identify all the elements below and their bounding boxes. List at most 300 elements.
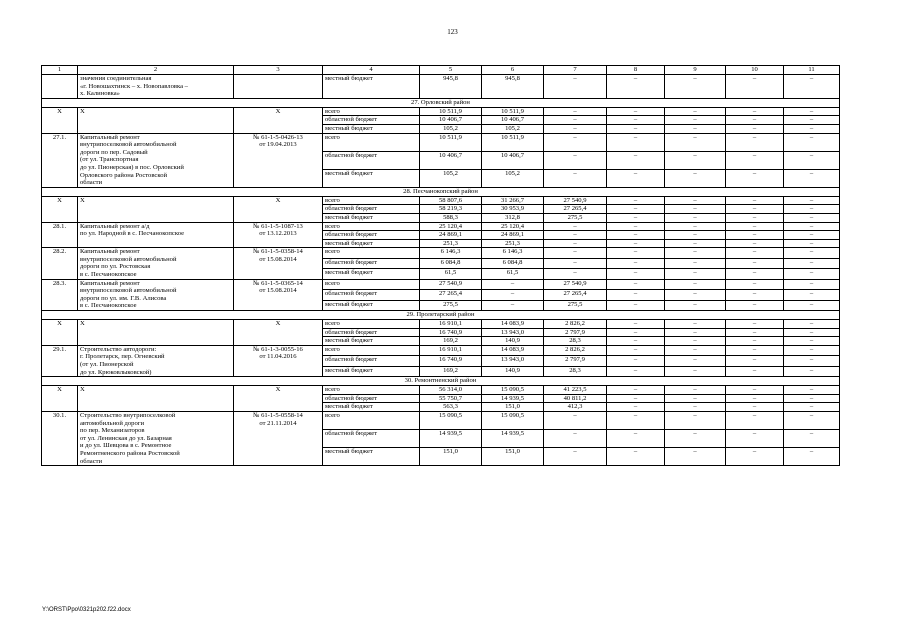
- amount-cell: –: [784, 107, 840, 116]
- amount-cell: 61,5: [420, 269, 482, 279]
- object-name: X: [78, 196, 234, 222]
- amount-cell: 13 943,0: [482, 356, 544, 366]
- amount-cell: –: [607, 239, 665, 248]
- amount-cell: –: [544, 75, 607, 99]
- amount-cell: –: [784, 279, 840, 289]
- amount-cell: –: [607, 107, 665, 116]
- amount-cell: 27 540,9: [544, 279, 607, 289]
- amount-cell: –: [665, 133, 726, 151]
- amount-cell: –: [784, 222, 840, 231]
- amount-cell: –: [544, 107, 607, 116]
- registration-number: X: [234, 196, 323, 222]
- amount-cell: –: [784, 205, 840, 214]
- item-number: X: [42, 386, 78, 412]
- amount-cell: 61,5: [482, 269, 544, 279]
- registration-number: [234, 75, 323, 99]
- object-name: X: [78, 386, 234, 412]
- amount-cell: –: [726, 239, 784, 248]
- amount-cell: 588,3: [420, 213, 482, 222]
- column-number-cell: 2: [78, 66, 234, 75]
- amount-cell: –: [784, 248, 840, 258]
- amount-cell: –: [665, 320, 726, 329]
- amount-cell: –: [544, 116, 607, 125]
- amount-cell: –: [607, 290, 665, 300]
- item-number: 29.1.: [42, 345, 78, 376]
- object-name: Строительство внутрипоселковой автомобильной дороги по пер. Механизаторов от ул. Ленинская до ул. Базарная и до ул. Шевцова в с. Ремонтное Ремонтненского района Ростовской области: [78, 411, 234, 465]
- amount-cell: 169,2: [420, 366, 482, 376]
- amount-cell: –: [784, 231, 840, 240]
- page-number: 123: [447, 28, 458, 36]
- registration-number: № 61-1-5-0365-14 от 15.08.2014: [234, 279, 323, 310]
- table-row: [42, 75, 840, 99]
- district-title: 27. Орловский район: [42, 98, 840, 107]
- amount-cell: –: [726, 300, 784, 310]
- amount-cell: –: [665, 248, 726, 258]
- column-number-cell: 4: [323, 66, 420, 75]
- amount-cell: –: [665, 403, 726, 412]
- amount-cell: 151,0: [482, 403, 544, 412]
- amount-cell: –: [784, 258, 840, 268]
- funding-source: областной бюджет: [323, 116, 420, 125]
- amount-cell: 25 120,4: [420, 222, 482, 231]
- amount-cell: –: [726, 213, 784, 222]
- amount-cell: –: [665, 345, 726, 355]
- amount-cell: –: [665, 75, 726, 99]
- amount-cell: 312,8: [482, 213, 544, 222]
- amount-cell: –: [665, 205, 726, 214]
- item-number: X: [42, 320, 78, 346]
- funding-source: всего: [323, 222, 420, 231]
- amount-cell: –: [665, 356, 726, 366]
- funding-source: местный бюджет: [323, 366, 420, 376]
- amount-cell: –: [482, 300, 544, 310]
- district-row: [42, 377, 840, 386]
- amount-cell: –: [726, 411, 784, 429]
- amount-cell: –: [544, 222, 607, 231]
- amount-cell: –: [665, 222, 726, 231]
- object-name: Капитальный ремонт внутрипоселковой автомобильной дороги по ул. им. Г.В. Алисова в с. Песчанокопское: [78, 279, 234, 310]
- amount-cell: –: [607, 222, 665, 231]
- amount-cell: 27 540,9: [544, 196, 607, 205]
- amount-cell: 16 910,1: [420, 345, 482, 355]
- amount-cell: –: [607, 205, 665, 214]
- amount-cell: –: [665, 337, 726, 346]
- amount-cell: –: [607, 196, 665, 205]
- amount-cell: 10 511,9: [420, 133, 482, 151]
- amount-cell: –: [784, 169, 840, 187]
- amount-cell: 24 869,1: [420, 231, 482, 240]
- amount-cell: 2 826,2: [544, 320, 607, 329]
- amount-cell: –: [607, 258, 665, 268]
- funding-source: всего: [323, 386, 420, 395]
- amount-cell: –: [665, 328, 726, 337]
- amount-cell: –: [544, 133, 607, 151]
- amount-cell: –: [482, 290, 544, 300]
- amount-cell: –: [665, 386, 726, 395]
- amount-cell: –: [726, 248, 784, 258]
- funding-source: всего: [323, 411, 420, 429]
- amount-cell: –: [607, 394, 665, 403]
- funding-source: областной бюджет: [323, 356, 420, 366]
- amount-cell: –: [544, 269, 607, 279]
- amount-cell: –: [665, 394, 726, 403]
- amount-cell: –: [726, 269, 784, 279]
- amount-cell: 105,2: [420, 124, 482, 133]
- amount-cell: 10 511,9: [420, 107, 482, 116]
- table-row: [42, 320, 840, 329]
- amount-cell: –: [607, 337, 665, 346]
- amount-cell: –: [665, 258, 726, 268]
- funding-source: всего: [323, 107, 420, 116]
- funding-source: областной бюджет: [323, 290, 420, 300]
- amount-cell: –: [726, 133, 784, 151]
- amount-cell: –: [726, 337, 784, 346]
- amount-cell: –: [784, 356, 840, 366]
- district-title: 29. Пролетарский район: [42, 311, 840, 320]
- budget-table: [41, 65, 840, 466]
- object-name: Капитальный ремонт внутрипоселковой автомобильной дороги по пер. Садовый (от ул. Транспортная до ул. Пионерская) в пос. Орловский Орловского района Ростовской области: [78, 133, 234, 187]
- column-number-cell: 1: [42, 66, 78, 75]
- amount-cell: –: [665, 231, 726, 240]
- amount-cell: –: [544, 448, 607, 466]
- amount-cell: 10 511,9: [482, 133, 544, 151]
- amount-cell: –: [482, 279, 544, 289]
- amount-cell: –: [784, 151, 840, 169]
- amount-cell: –: [665, 300, 726, 310]
- amount-cell: 6 084,8: [482, 258, 544, 268]
- amount-cell: –: [607, 345, 665, 355]
- amount-cell: –: [665, 196, 726, 205]
- amount-cell: –: [726, 328, 784, 337]
- amount-cell: –: [726, 448, 784, 466]
- funding-source: местный бюджет: [323, 239, 420, 248]
- amount-cell: 151,0: [482, 448, 544, 466]
- amount-cell: 2 797,9: [544, 356, 607, 366]
- funding-source: местный бюджет: [323, 269, 420, 279]
- amount-cell: 30 953,9: [482, 205, 544, 214]
- funding-source: всего: [323, 345, 420, 355]
- item-number: X: [42, 107, 78, 133]
- amount-cell: –: [784, 75, 840, 99]
- amount-cell: –: [726, 290, 784, 300]
- district-row: [42, 311, 840, 320]
- amount-cell: 140,9: [482, 337, 544, 346]
- amount-cell: 28,3: [544, 366, 607, 376]
- funding-source: областной бюджет: [323, 205, 420, 214]
- amount-cell: –: [607, 403, 665, 412]
- amount-cell: –: [726, 231, 784, 240]
- amount-cell: –: [665, 116, 726, 125]
- amount-cell: 31 266,7: [482, 196, 544, 205]
- amount-cell: 275,5: [420, 300, 482, 310]
- amount-cell: 105,2: [482, 124, 544, 133]
- file-path-footer: Y:\ORST\Ppo\0321p202.f22.docx: [42, 607, 131, 613]
- column-number-cell: 8: [607, 66, 665, 75]
- registration-number: X: [234, 386, 323, 412]
- amount-cell: –: [726, 107, 784, 116]
- column-number-cell: 10: [726, 66, 784, 75]
- amount-cell: –: [784, 196, 840, 205]
- amount-cell: –: [665, 448, 726, 466]
- column-number-cell: 6: [482, 66, 544, 75]
- amount-cell: –: [784, 239, 840, 248]
- amount-cell: 27 265,4: [544, 290, 607, 300]
- amount-cell: –: [607, 269, 665, 279]
- registration-number: X: [234, 107, 323, 133]
- registration-number: № 61-1-5-1087-13 от 13.12.2013: [234, 222, 323, 248]
- amount-cell: –: [607, 366, 665, 376]
- amount-cell: 55 750,7: [420, 394, 482, 403]
- funding-source: областной бюджет: [323, 328, 420, 337]
- amount-cell: –: [665, 239, 726, 248]
- amount-cell: –: [784, 430, 840, 448]
- registration-number: X: [234, 320, 323, 346]
- amount-cell: –: [607, 116, 665, 125]
- object-name: Капитальный ремонт а/д по ул. Народной в с. Песчанокопское: [78, 222, 234, 248]
- amount-cell: 58 807,6: [420, 196, 482, 205]
- amount-cell: 945,8: [420, 75, 482, 99]
- table-row: [42, 386, 840, 395]
- amount-cell: 16 910,1: [420, 320, 482, 329]
- amount-cell: 27 540,9: [420, 279, 482, 289]
- amount-cell: –: [607, 169, 665, 187]
- registration-number: № 61-1-3-0055-16 от 11.04.2016: [234, 345, 323, 376]
- amount-cell: –: [665, 151, 726, 169]
- amount-cell: –: [784, 403, 840, 412]
- amount-cell: –: [784, 320, 840, 329]
- amount-cell: –: [784, 116, 840, 125]
- amount-cell: –: [784, 269, 840, 279]
- amount-cell: 56 314,0: [420, 386, 482, 395]
- amount-cell: –: [726, 116, 784, 125]
- amount-cell: 251,3: [420, 239, 482, 248]
- amount-cell: –: [607, 248, 665, 258]
- amount-cell: –: [607, 356, 665, 366]
- amount-cell: –: [784, 337, 840, 346]
- amount-cell: –: [544, 169, 607, 187]
- object-name: X: [78, 107, 234, 133]
- column-number-cell: 5: [420, 66, 482, 75]
- amount-cell: –: [607, 328, 665, 337]
- funding-source: местный бюджет: [323, 75, 420, 99]
- item-number: 28.2.: [42, 248, 78, 279]
- amount-cell: –: [607, 300, 665, 310]
- funding-source: всего: [323, 248, 420, 258]
- amount-cell: –: [726, 430, 784, 448]
- amount-cell: 40 811,2: [544, 394, 607, 403]
- amount-cell: –: [607, 411, 665, 429]
- amount-cell: –: [726, 169, 784, 187]
- amount-cell: 563,3: [420, 403, 482, 412]
- amount-cell: –: [607, 133, 665, 151]
- amount-cell: –: [607, 124, 665, 133]
- column-number-cell: 9: [665, 66, 726, 75]
- table-row: [42, 345, 840, 355]
- amount-cell: 25 120,4: [482, 222, 544, 231]
- table-body: [42, 66, 840, 466]
- amount-cell: –: [607, 430, 665, 448]
- funding-source: всего: [323, 320, 420, 329]
- amount-cell: –: [726, 222, 784, 231]
- object-name: X: [78, 320, 234, 346]
- registration-number: № 61-1-5-0426-13 от 19.04.2013: [234, 133, 323, 187]
- amount-cell: 105,2: [420, 169, 482, 187]
- amount-cell: 27 265,4: [420, 290, 482, 300]
- district-title: 28. Песчанокопский район: [42, 187, 840, 196]
- amount-cell: –: [607, 386, 665, 395]
- funding-source: областной бюджет: [323, 258, 420, 268]
- table-row: [42, 411, 840, 429]
- amount-cell: –: [784, 133, 840, 151]
- amount-cell: 15 090,5: [482, 386, 544, 395]
- amount-cell: 14 939,5: [482, 430, 544, 448]
- amount-cell: –: [784, 213, 840, 222]
- amount-cell: –: [726, 205, 784, 214]
- funding-source: областной бюджет: [323, 151, 420, 169]
- amount-cell: –: [544, 231, 607, 240]
- amount-cell: –: [784, 290, 840, 300]
- amount-cell: –: [544, 411, 607, 429]
- funding-source: местный бюджет: [323, 448, 420, 466]
- amount-cell: 16 740,9: [420, 356, 482, 366]
- amount-cell: –: [726, 386, 784, 395]
- amount-cell: 10 406,7: [482, 151, 544, 169]
- funding-source: всего: [323, 133, 420, 151]
- funding-source: всего: [323, 279, 420, 289]
- amount-cell: –: [607, 279, 665, 289]
- amount-cell: –: [726, 345, 784, 355]
- amount-cell: –: [607, 448, 665, 466]
- amount-cell: 2 826,2: [544, 345, 607, 355]
- amount-cell: 105,2: [482, 169, 544, 187]
- amount-cell: –: [726, 151, 784, 169]
- amount-cell: –: [665, 169, 726, 187]
- amount-cell: –: [784, 366, 840, 376]
- funding-source: местный бюджет: [323, 300, 420, 310]
- amount-cell: –: [665, 213, 726, 222]
- amount-cell: –: [665, 107, 726, 116]
- amount-cell: –: [784, 124, 840, 133]
- amount-cell: –: [726, 258, 784, 268]
- district-title: 30. Ремонтненский район: [42, 377, 840, 386]
- district-row: [42, 187, 840, 196]
- amount-cell: –: [784, 300, 840, 310]
- column-number-cell: 11: [784, 66, 840, 75]
- amount-cell: 275,5: [544, 213, 607, 222]
- amount-cell: –: [665, 430, 726, 448]
- column-number-cell: 3: [234, 66, 323, 75]
- table-row: [42, 222, 840, 231]
- table-row: [42, 248, 840, 258]
- amount-cell: 15 090,5: [482, 411, 544, 429]
- amount-cell: –: [544, 258, 607, 268]
- amount-cell: 10 511,9: [482, 107, 544, 116]
- amount-cell: –: [544, 151, 607, 169]
- amount-cell: 24 869,1: [482, 231, 544, 240]
- amount-cell: 10 406,7: [420, 116, 482, 125]
- table-row: [42, 279, 840, 289]
- funding-source: местный бюджет: [323, 337, 420, 346]
- table-row: [42, 133, 840, 151]
- amount-cell: 10 406,7: [482, 116, 544, 125]
- amount-cell: 41 223,5: [544, 386, 607, 395]
- registration-number: № 61-1-5-0558-14 от 21.11.2014: [234, 411, 323, 465]
- amount-cell: –: [726, 279, 784, 289]
- item-number: 27.1.: [42, 133, 78, 187]
- amount-cell: 6 146,3: [420, 248, 482, 258]
- amount-cell: 2 797,9: [544, 328, 607, 337]
- table-row: [42, 196, 840, 205]
- object-name: значения соединительная «г. Новошахтинск – х. Новопавловка – х. Калиновка»: [78, 75, 234, 99]
- amount-cell: –: [726, 75, 784, 99]
- amount-cell: 27 265,4: [544, 205, 607, 214]
- funding-source: областной бюджет: [323, 394, 420, 403]
- amount-cell: 169,2: [420, 337, 482, 346]
- district-row: [42, 98, 840, 107]
- object-name: Строительство автодороги: г. Пролетарск, пер. Огневский (от ул. Пионерской до ул. Крюковлыковской): [78, 345, 234, 376]
- amount-cell: 14 939,5: [420, 430, 482, 448]
- amount-cell: 14 083,9: [482, 345, 544, 355]
- amount-cell: 58 219,3: [420, 205, 482, 214]
- funding-source: местный бюджет: [323, 124, 420, 133]
- amount-cell: –: [607, 75, 665, 99]
- item-number: 28.3.: [42, 279, 78, 310]
- amount-cell: –: [726, 124, 784, 133]
- item-number: [42, 75, 78, 99]
- funding-source: местный бюджет: [323, 403, 420, 412]
- funding-source: всего: [323, 196, 420, 205]
- amount-cell: –: [607, 231, 665, 240]
- amount-cell: 6 084,8: [420, 258, 482, 268]
- funding-source: областной бюджет: [323, 231, 420, 240]
- amount-cell: –: [665, 124, 726, 133]
- amount-cell: 14 083,9: [482, 320, 544, 329]
- amount-cell: –: [784, 394, 840, 403]
- amount-cell: –: [607, 151, 665, 169]
- amount-cell: –: [665, 366, 726, 376]
- amount-cell: –: [665, 269, 726, 279]
- item-number: 28.1.: [42, 222, 78, 248]
- funding-source: местный бюджет: [323, 213, 420, 222]
- column-number-cell: 7: [544, 66, 607, 75]
- object-name: Капитальный ремонт внутрипоселковой автомобильной дороги по ул. Ростовская в с. Песчанокопское: [78, 248, 234, 279]
- amount-cell: –: [784, 448, 840, 466]
- amount-cell: 412,3: [544, 403, 607, 412]
- amount-cell: 6 146,3: [482, 248, 544, 258]
- amount-cell: –: [544, 124, 607, 133]
- column-number-row: [42, 66, 840, 75]
- amount-cell: 13 943,0: [482, 328, 544, 337]
- amount-cell: –: [544, 239, 607, 248]
- amount-cell: –: [726, 196, 784, 205]
- amount-cell: 10 406,7: [420, 151, 482, 169]
- amount-cell: –: [784, 411, 840, 429]
- amount-cell: 251,3: [482, 239, 544, 248]
- amount-cell: –: [607, 320, 665, 329]
- amount-cell: –: [544, 248, 607, 258]
- amount-cell: 16 740,9: [420, 328, 482, 337]
- amount-cell: –: [726, 366, 784, 376]
- amount-cell: –: [665, 411, 726, 429]
- funding-source: местный бюджет: [323, 169, 420, 187]
- amount-cell: –: [726, 394, 784, 403]
- item-number: 30.1.: [42, 411, 78, 465]
- amount-cell: 945,8: [482, 75, 544, 99]
- funding-source: областной бюджет: [323, 430, 420, 448]
- amount-cell: 275,5: [544, 300, 607, 310]
- amount-cell: 14 939,5: [482, 394, 544, 403]
- amount-cell: –: [726, 403, 784, 412]
